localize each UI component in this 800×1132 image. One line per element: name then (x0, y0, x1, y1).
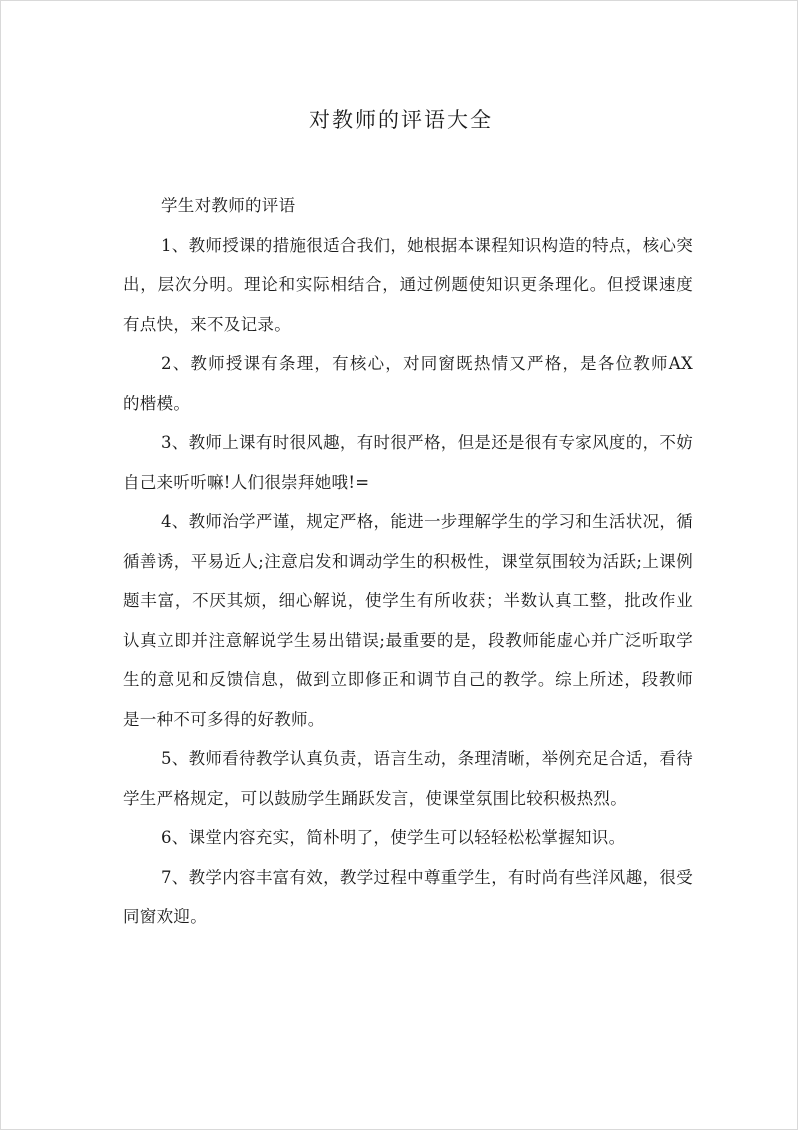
document-body (123, 186, 710, 937)
paragraph-5: 5、教师看待教学认真负责，语言生动，条理清晰，举例充足合适，看待学生严格规定，可以鼓励学生踊跃发言，使课堂氛围比较积极热烈。 (123, 749, 693, 808)
paragraph-3: 3、教师上课有时很风趣，有时很严格，但是还是很有专家风度的，不妨自己来听听嘛!人们很崇拜她哦!= (123, 433, 693, 492)
document-title: 对教师的评语大全 (309, 108, 493, 132)
paragraph-7: 7、教学内容丰富有效，教学过程中尊重学生，有时尚有些洋风趣，很受同窗欢迎。 (123, 867, 693, 926)
paragraph-4: 4、教师治学严谨，规定严格，能进一步理解学生的学习和生活状况，循循善诱，平易近人;注意启发和调动学生的积极性，课堂氛围较为活跃;上课例题丰富，不厌其烦，细心解说，使学生有所收获；半数认真工整，批改作业认真立即并注意解说学生易出错误;最重要的是，段教师能虚心并广泛听取学生的意见和反馈信息，做到立即修正和调节自己的教学。综上所述，段教师是一种不可多得的好教师。 (123, 512, 693, 729)
paragraph-2: 2、教师授课有条理，有核心，对同窗既热情又严格，是各位教师ΑΧ 的楷模。 (123, 354, 710, 413)
paragraph-1: 1、教师授课的措施很适合我们，她根据本课程知识构造的特点，核心突出，层次分明。理论和实际相结合，通过例题使知识更条理化。但授课速度有点快，来不及记录。 (123, 235, 693, 334)
paragraph-6: 6、课堂内容充实，简朴明了，使学生可以轻轻松松掌握知识。 (161, 828, 626, 847)
section-heading: 学生对教师的评语 (161, 196, 296, 215)
